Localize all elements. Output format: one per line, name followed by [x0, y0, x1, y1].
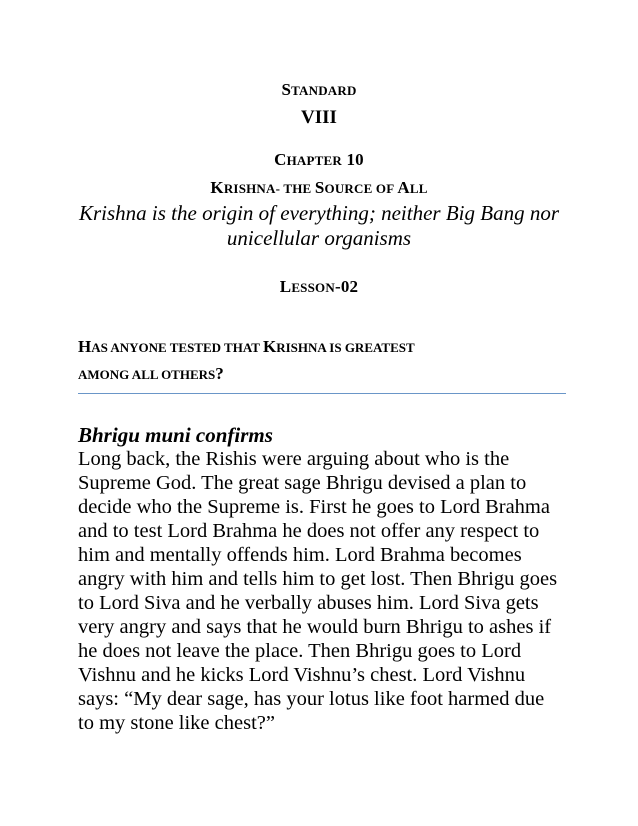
question-heading-part: AMONG ALL OTHERS	[78, 367, 216, 382]
chapter-title-part: - THE	[275, 181, 315, 196]
question-heading-part: RISHNA IS GREATEST	[276, 340, 415, 355]
body-text-line: Vishnu and he kicks Lord Vishnu’s chest. Lord Vishnu	[78, 664, 526, 686]
question-heading-part: K	[262, 337, 277, 356]
lesson-number: -02	[334, 277, 359, 296]
question-heading-part: ?	[215, 364, 224, 383]
body-text-line: him and mentally offends him. Lord Brahma becomes	[78, 544, 522, 566]
body-text-line: very angry and says that he would burn Bhrigu to ashes if	[78, 616, 552, 638]
question-heading-line-1	[78, 337, 415, 357]
lesson-heading-initial: L	[279, 277, 292, 296]
body-text-line: to my stone like chest?”	[78, 712, 275, 734]
lesson-heading-rest: ESSON	[291, 280, 335, 295]
question-heading-part: AS ANYONE TESTED THAT	[91, 340, 263, 355]
chapter-number: 10	[342, 150, 364, 169]
standard-heading-initial: S	[281, 80, 292, 99]
heading-divider	[78, 393, 566, 394]
chapter-subtitle-line-1: Krishna is the origin of everything; neither Big Bang nor	[78, 201, 560, 225]
body-text-line: he does not leave the place. Then Bhrigu goes to Lord	[78, 640, 522, 662]
chapter-title	[0, 178, 638, 198]
chapter-subtitle-line-2: unicellular organisms	[226, 226, 412, 250]
section-title: Bhrigu muni confirms	[78, 423, 273, 447]
chapter-heading-initial: C	[274, 150, 287, 169]
chapter-title-part: K	[210, 178, 224, 197]
chapter-title-part: LL	[409, 181, 428, 196]
standard-heading-rest: TANDARD	[291, 83, 357, 98]
question-heading-part: H	[78, 337, 92, 356]
chapter-title-part: OURCE OF	[324, 181, 398, 196]
chapter-title-part: RISHNA	[223, 181, 276, 196]
question-heading-line-2	[78, 364, 224, 384]
chapter-title-part: S	[314, 178, 325, 197]
chapter-heading	[0, 150, 638, 170]
body-text-line: and to test Lord Brahma he does not offer any respect to	[78, 520, 540, 542]
standard-heading	[0, 80, 638, 100]
chapter-title-part: A	[397, 178, 410, 197]
body-text-line: to Lord Siva and he verbally abuses him. Lord Siva gets	[78, 592, 539, 614]
chapter-heading-rest: HAPTER	[286, 153, 342, 168]
grade-label: VIII	[301, 107, 337, 128]
body-text-line: Long back, the Rishis were arguing about who is the	[78, 448, 510, 470]
body-text-line: says: “My dear sage, has your lotus like foot harmed due	[78, 688, 545, 710]
body-text-line: angry with him and tells him to get lost. Then Bhrigu goes	[78, 568, 558, 590]
lesson-heading	[0, 277, 638, 297]
body-text-line: Supreme God. The great sage Bhrigu devised a plan to	[78, 472, 527, 494]
body-text-line: decide who the Supreme is. First he goes to Lord Brahma	[78, 496, 550, 518]
